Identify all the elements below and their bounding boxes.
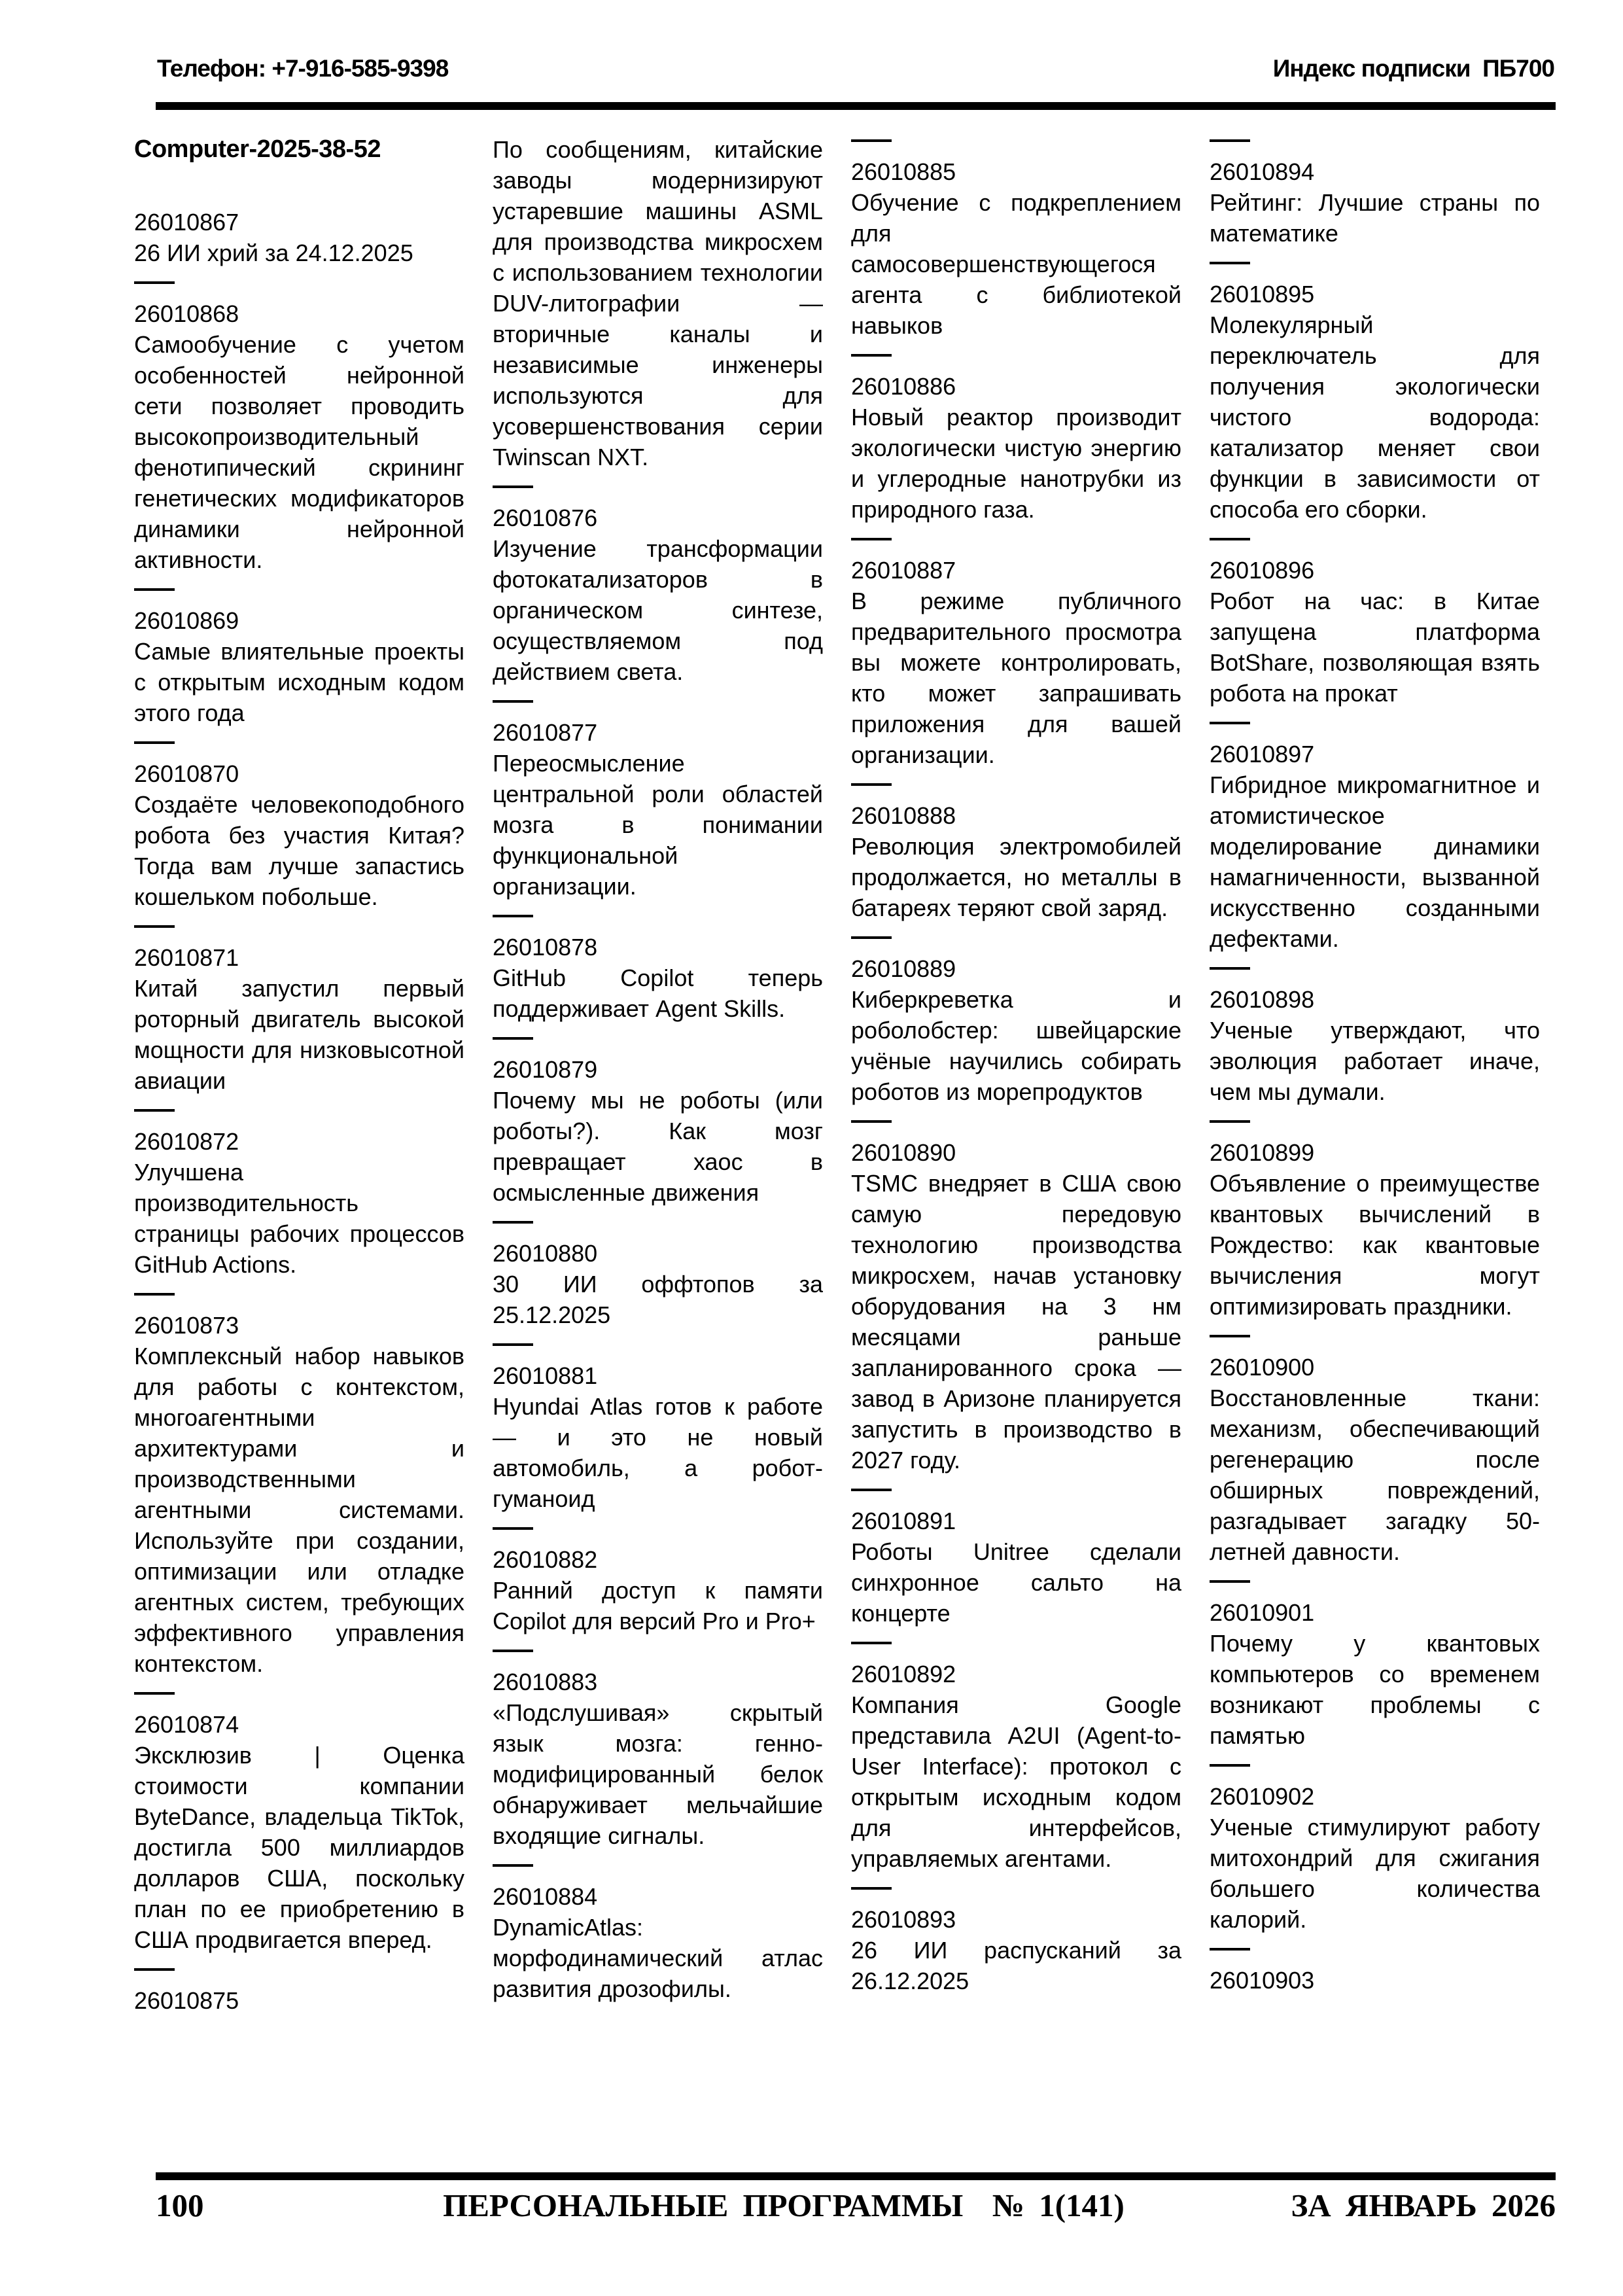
entry-text: Восстановленные ткани: механизм, обеспечивающий регенерацию после обширных повреждений, разгадывает загадку 50-летней давности. — [1210, 1385, 1540, 1565]
entry-divider — [851, 354, 892, 357]
entry-divider — [851, 1489, 892, 1491]
entry-id: 26010892 — [851, 1661, 956, 1687]
entry-divider — [851, 936, 892, 939]
entry-divider — [493, 1221, 533, 1224]
entry-divider — [1210, 139, 1250, 142]
entry-id: 26010882 — [493, 1546, 598, 1573]
entry-divider — [134, 925, 175, 928]
footer-journal-title: ПЕРСОНАЛЬНЫЕ ПРОГРАММЫ № 1(141) — [443, 2187, 1125, 2223]
entry-divider — [493, 915, 533, 917]
entry-text: Рейтинг: Лучшие страны по математике — [1210, 189, 1540, 247]
entry-divider — [493, 1037, 533, 1040]
entry-divider — [493, 486, 533, 488]
entry-text: В режиме публичного предварительного просмотра вы можете контролировать, кто может запрашивать приложения для вашей организации. — [851, 588, 1181, 768]
entry-divider — [134, 741, 175, 744]
entry-text: Компания Google представила A2UI (Agent-to-User Interface): протокол с открытым исходным кодом для интерфейсов, управляемых агентами. — [851, 1691, 1181, 1872]
entry-id: 26010887 — [851, 557, 956, 584]
entry-id: 26010899 — [1210, 1139, 1315, 1166]
entry-text: Революция электромобилей продолжается, но металлы в батареях теряют свой заряд. — [851, 833, 1181, 921]
entry-divider — [1210, 722, 1250, 724]
entry-text: Робот на час: в Китае запущена платформа BotShare, позволяющая взять робота на прокат — [1210, 588, 1540, 707]
entry-text: 30 ИИ оффтопов за 25.12.2025 — [493, 1271, 823, 1328]
entry-id: 26010878 — [493, 934, 598, 961]
entry-text: Роботы Unitree сделали синхронное сальто на концерте — [851, 1538, 1181, 1627]
entry-text: Ученые стимулируют работу митохондрий для сжигания большего количества калорий. — [1210, 1814, 1540, 1933]
entry-divider — [1210, 1120, 1250, 1123]
entry-id: 26010868 — [134, 300, 239, 327]
header-rule — [156, 102, 1556, 110]
entry-divider — [134, 1968, 175, 1971]
entry-id: 26010883 — [493, 1669, 598, 1695]
entry-text: TSMC внедряет в США свою самую передовую технологию производства микросхем, начав установку оборудования на 3 нм месяцами раньше запланированного срока — завод в Аризоне планируется запустить в производство в 2027 году. — [851, 1170, 1181, 1474]
page-footer — [156, 2187, 1556, 2224]
footer-page-number: 100 — [156, 2187, 204, 2223]
entry-divider — [1210, 1335, 1250, 1337]
entry-id: 26010874 — [134, 1711, 239, 1738]
entry-divider — [134, 1293, 175, 1296]
entry-text: Изучение трансформации фотокатализаторов в органическом синтезе, осуществляемом под действием света. — [493, 535, 823, 685]
entry-id: 26010894 — [1210, 158, 1315, 185]
entry-text: Самообучение с учетом особенностей нейронной сети позволяет проводить высокопроизводительный фенотипический скрининг генетических модификаторов динамики нейронной активности. — [134, 331, 464, 573]
entry-divider — [851, 1120, 892, 1123]
entry-id: 26010876 — [493, 504, 598, 531]
entry-text: 26 ИИ хрий за 24.12.2025 — [134, 239, 413, 266]
entry-text: GitHub Copilot теперь поддерживает Agent Skills. — [493, 964, 823, 1022]
column-2 — [493, 134, 823, 2016]
entry-text: Гибридное микромагнитное и атомистическое моделирование динамики намагниченности, вызванной искусственно созданными дефектами. — [1210, 771, 1540, 952]
entry-divider — [851, 139, 892, 142]
entry-text: Обучение с подкреплением для самосовершенствующегося агента с библиотекой навыков — [851, 189, 1181, 339]
entry-divider — [1210, 1948, 1250, 1951]
entry-text: Переосмысление центральной роли областей мозга в понимании функциональной организации. — [493, 750, 823, 900]
entry-id: 26010867 — [134, 209, 239, 236]
entry-divider — [134, 588, 175, 591]
entry-id: 26010885 — [851, 158, 956, 185]
page-header — [157, 55, 1554, 82]
entry-divider — [851, 1642, 892, 1644]
entry-divider — [493, 1864, 533, 1867]
entry-text: Ученые утверждают, что эволюция работает иначе, чем мы думали. — [1210, 1017, 1540, 1105]
entry-id: 26010898 — [1210, 986, 1315, 1013]
entry-text: Объявление о преимуществе квантовых вычислений в Рождество: как квантовые вычисления могут оптимизировать праздники. — [1210, 1170, 1540, 1320]
entry-id: 26010889 — [851, 955, 956, 982]
entry-divider — [1210, 262, 1250, 264]
entry-text: Китай запустил первый роторный двигатель высокой мощности для низковысотной авиации — [134, 975, 464, 1094]
entry-id: 26010873 — [134, 1312, 239, 1339]
entry-id: 26010890 — [851, 1139, 956, 1166]
entry-divider — [1210, 1580, 1250, 1583]
entry-id: 26010872 — [134, 1128, 239, 1155]
entry-text: Самые влиятельные проекты с открытым исходным кодом этого года — [134, 638, 464, 726]
entry-id: 26010869 — [134, 607, 239, 634]
entry-text: Hyundai Atlas готов к работе — и это не новый автомобиль, а робот-гуманоид — [493, 1393, 823, 1512]
column-4 — [1210, 134, 1540, 2016]
entry-text: Новый реактор производит экологически чистую энергию и углеродные нанотрубки из природного газа. — [851, 404, 1181, 523]
footer-rule — [156, 2172, 1556, 2180]
entry-id: 26010903 — [1210, 1967, 1315, 1994]
column-3 — [851, 134, 1181, 2016]
entry-text: По сообщениям, китайские заводы модернизируют устаревшие машины ASML для производства микросхем с использованием технологии DUV-литографии — вторичные каналы и независимые инженеры используются для усовершенствования серии Twinscan NXT. — [493, 136, 823, 470]
entry-text: Почему мы не роботы (или роботы?). Как мозг превращает хаос в осмысленные движения — [493, 1087, 823, 1206]
entry-divider — [1210, 538, 1250, 540]
entry-id: 26010886 — [851, 373, 956, 400]
entry-id: 26010875 — [134, 1987, 239, 2014]
entry-id: 26010902 — [1210, 1783, 1315, 1810]
entry-text: 26 ИИ распусканий за 26.12.2025 — [851, 1937, 1181, 1994]
entry-divider — [1210, 967, 1250, 970]
entry-text: Молекулярный переключатель для получения экологически чистого водорода: катализатор меняет свои функции в зависимости от способа его сборки. — [1210, 311, 1540, 523]
entry-text: Эксклюзив | Оценка стоимости компании ByteDance, владельца TikTok, достигла 500 миллиардов долларов США, поскольку план по ее приобретению в США продвигается вперед. — [134, 1742, 464, 1953]
entry-text: Создаёте человекоподобного робота без участия Китая? Тогда вам лучше запастись кошельком побольше. — [134, 791, 464, 910]
entry-text: Улучшена производительность страницы рабочих процессов GitHub Actions. — [134, 1159, 464, 1278]
entry-text: Ранний доступ к памяти Copilot для версий Pro и Pro+ — [493, 1577, 823, 1634]
entry-id: 26010897 — [1210, 741, 1315, 768]
entry-id: 26010891 — [851, 1508, 956, 1534]
entry-divider — [134, 1692, 175, 1695]
entry-id: 26010871 — [134, 944, 239, 971]
entry-id: 26010870 — [134, 760, 239, 787]
entry-divider — [493, 1527, 533, 1530]
entry-text: Киберкреветка и роболобстер: швейцарские учёные научились собирать роботов из морепродуктов — [851, 986, 1181, 1105]
entry-divider — [493, 700, 533, 703]
header-phone: Телефон: +7-916-585-9398 — [157, 55, 449, 82]
entry-divider — [493, 1343, 533, 1346]
entry-id: 26010880 — [493, 1240, 598, 1267]
issue-title: Computer-2025-38-52 — [134, 135, 381, 163]
content-columns — [134, 134, 1540, 2016]
entry-id: 26010895 — [1210, 281, 1315, 308]
header-subscription-index: Индекс подписки ПБ700 — [1272, 55, 1554, 82]
entry-text: Почему у квантовых компьютеров со временем возникают проблемы с памятью — [1210, 1630, 1540, 1749]
entry-id: 26010900 — [1210, 1354, 1315, 1381]
entry-divider — [134, 1109, 175, 1112]
column-1 — [134, 134, 464, 2016]
entry-id: 26010881 — [493, 1362, 598, 1389]
entry-id: 26010896 — [1210, 557, 1315, 584]
entry-divider — [851, 1887, 892, 1890]
entry-divider — [1210, 1764, 1250, 1767]
entry-text: Комплексный набор навыков для работы с контекстом, многоагентными архитектурами и производственными агентными системами. Используйте при создании, оптимизации или отладке агентных систем, требующих эффективного управления контекстом. — [134, 1343, 464, 1677]
entry-id: 26010877 — [493, 719, 598, 746]
entry-divider — [851, 538, 892, 540]
entry-divider — [851, 783, 892, 786]
footer-period: ЗА ЯНВАРЬ 2026 — [1291, 2187, 1556, 2223]
entry-text: «Подслушивая» скрытый язык мозга: генно-модифицированный белок обнаруживает мельчайшие входящие сигналы. — [493, 1699, 823, 1849]
entry-id: 26010901 — [1210, 1599, 1315, 1626]
entry-id: 26010884 — [493, 1883, 598, 1910]
entry-text: DynamicAtlas: морфодинамический атлас развития дрозофилы. — [493, 1914, 823, 2002]
entry-id: 26010888 — [851, 802, 956, 829]
entry-divider — [493, 1650, 533, 1652]
entry-id: 26010893 — [851, 1906, 956, 1933]
entry-divider — [134, 281, 175, 284]
entry-id: 26010879 — [493, 1056, 598, 1083]
